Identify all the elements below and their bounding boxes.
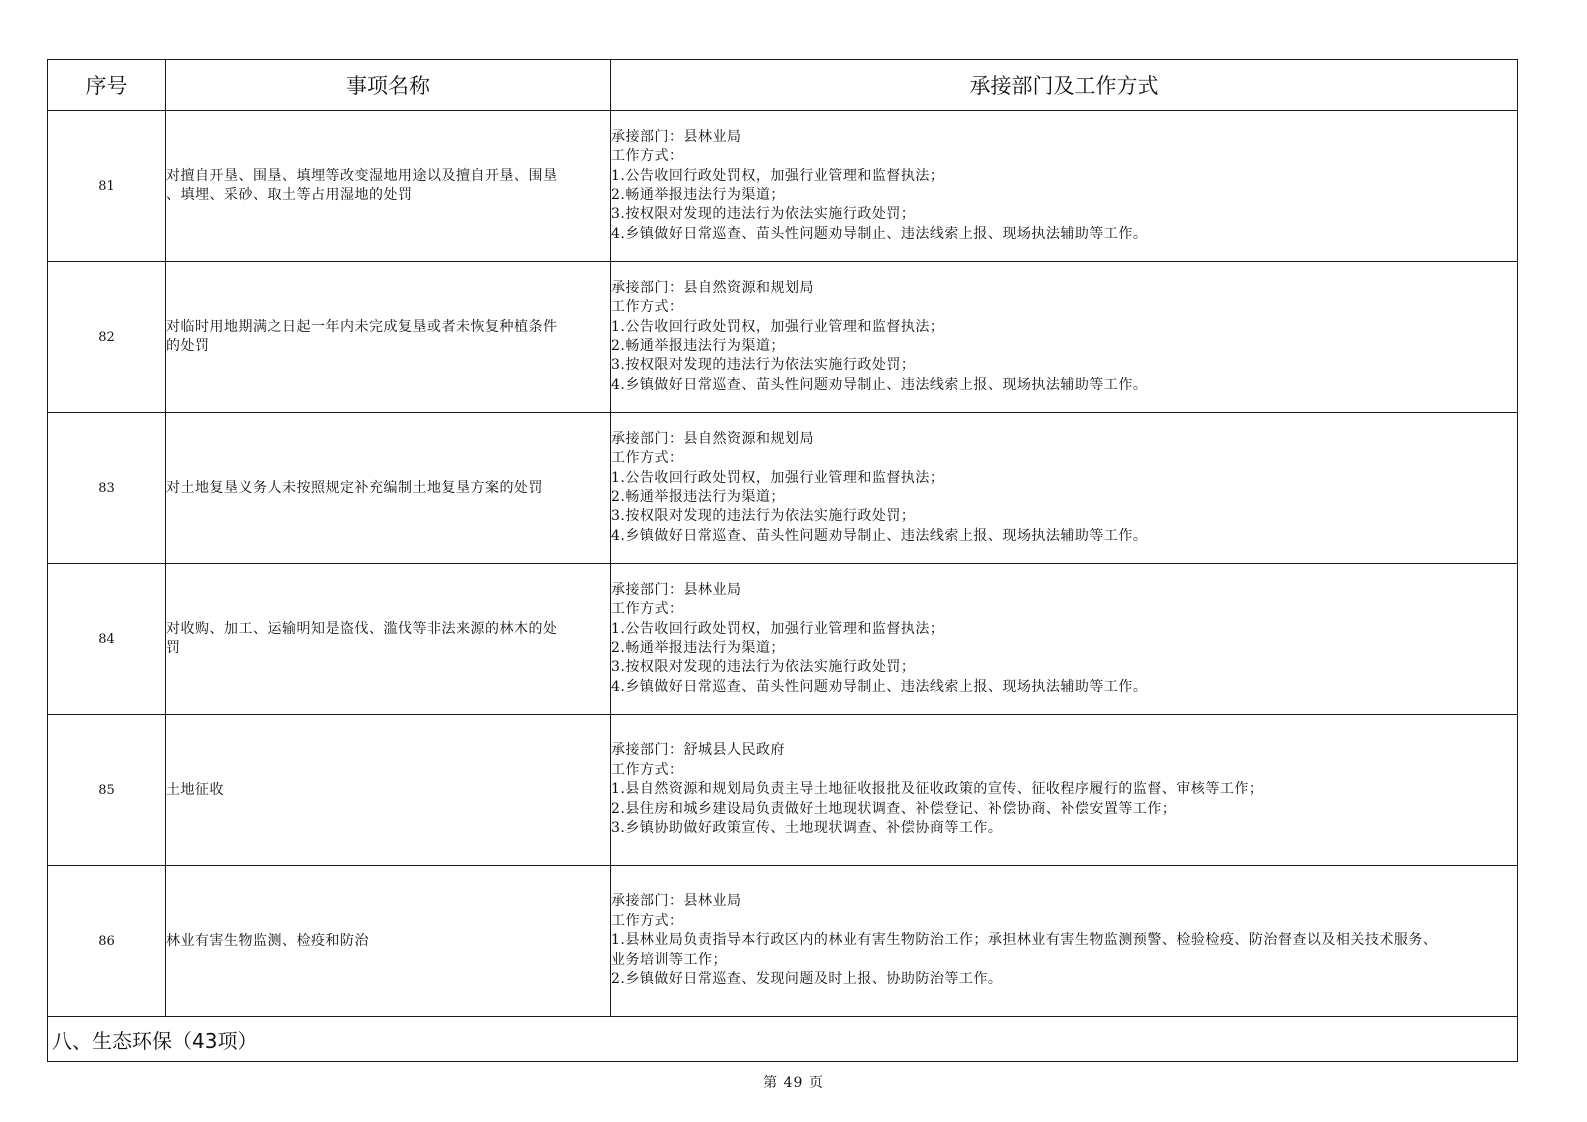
row-seq: 82 — [48, 262, 166, 413]
header-name: 事项名称 — [166, 60, 611, 111]
dept-mode-line: 3.按权限对发现的违法行为依法实施行政处罚； — [611, 206, 916, 223]
row-seq: 83 — [48, 413, 166, 564]
row-item-name — [166, 111, 611, 262]
item-name-line: 对收购、加工、运输明知是盗伐、滥伐等非法来源的林木的处 — [166, 621, 558, 637]
table-row — [48, 262, 1518, 413]
row-item-name — [166, 413, 611, 564]
dept-mode-line: 工作方式： — [611, 761, 684, 778]
dept-mode-line: 承接部门：县自然资源和规划局 — [611, 279, 814, 296]
row-dept-mode — [611, 111, 1518, 262]
dept-mode-line: 4.乡镇做好日常巡查、苗头性问题劝导制止、违法线索上报、现场执法辅助等工作。 — [611, 376, 1148, 393]
section-heading-row — [48, 1017, 1518, 1062]
row-seq: 81 — [48, 111, 166, 262]
item-name-line: 林业有害生物监测、检疫和防治 — [166, 932, 369, 949]
page-number: 第 49 页 — [763, 1075, 824, 1091]
table-body — [48, 111, 1518, 1062]
table-row — [48, 413, 1518, 564]
dept-mode-line: 4.乡镇做好日常巡查、苗头性问题劝导制止、违法线索上报、现场执法辅助等工作。 — [611, 225, 1148, 242]
dept-mode-line: 承接部门：县林业局 — [611, 893, 742, 910]
item-name-line: 对临时用地期满之日起一年内未完成复垦或者未恢复种植条件 — [166, 319, 558, 335]
row-seq: 84 — [48, 564, 166, 715]
dept-mode-line: 1.公告收回行政处罚权，加强行业管理和监督执法； — [611, 620, 945, 637]
dept-mode-line: 1.公告收回行政处罚权，加强行业管理和监督执法； — [611, 167, 945, 184]
row-dept-mode — [611, 715, 1518, 866]
dept-mode-line: 1.公告收回行政处罚权，加强行业管理和监督执法； — [611, 469, 945, 486]
table-header-row — [48, 60, 1518, 111]
table-row — [48, 866, 1518, 1017]
dept-mode-line: 工作方式： — [611, 601, 684, 618]
row-seq: 85 — [48, 715, 166, 866]
row-item-name — [166, 715, 611, 866]
row-item-name — [166, 866, 611, 1017]
dept-mode-line: 3.按权限对发现的违法行为依法实施行政处罚； — [611, 357, 916, 374]
dept-mode-line: 1.县林业局负责指导本行政区内的林业有害生物防治工作；承担林业有害生物监测预警、检验检疫、防治督查以及相关技术服务、 — [611, 932, 1438, 949]
row-item-name — [166, 262, 611, 413]
dept-mode-line: 3.按权限对发现的违法行为依法实施行政处罚； — [611, 659, 916, 676]
row-dept-mode — [611, 866, 1518, 1017]
dept-mode-line: 业务培训等工作； — [611, 951, 727, 968]
dept-mode-line: 4.乡镇做好日常巡查、苗头性问题劝导制止、违法线索上报、现场执法辅助等工作。 — [611, 678, 1148, 695]
dept-mode-line: 1.县自然资源和规划局负责主导土地征收报批及征收政策的宣传、征收程序履行的监督、审核等工作； — [611, 781, 1264, 798]
dept-mode-line: 2.畅通举报违法行为渠道； — [611, 640, 785, 656]
row-dept-mode — [611, 262, 1518, 413]
dept-mode-line: 工作方式： — [611, 148, 684, 165]
dept-mode-line: 4.乡镇做好日常巡查、苗头性问题劝导制止、违法线索上报、现场执法辅助等工作。 — [611, 527, 1148, 544]
dept-mode-line: 工作方式： — [611, 299, 684, 316]
item-name-line: 对擅自开垦、围垦、填埋等改变湿地用途以及擅自开垦、围垦 — [166, 168, 558, 184]
dept-mode-line: 2.畅通举报违法行为渠道； — [611, 187, 785, 203]
items-table — [47, 59, 1518, 1062]
header-seq: 序号 — [48, 60, 166, 111]
section-heading: 八、生态环保（43项） — [48, 1017, 1518, 1062]
dept-mode-line: 2.畅通举报违法行为渠道； — [611, 489, 785, 505]
dept-mode-line: 工作方式： — [611, 912, 684, 929]
dept-mode-line: 承接部门：县林业局 — [611, 128, 742, 145]
row-dept-mode — [611, 564, 1518, 715]
row-seq: 86 — [48, 866, 166, 1017]
dept-mode-line: 2.乡镇做好日常巡查、发现问题及时上报、协助防治等工作。 — [611, 971, 1003, 988]
dept-mode-line: 2.县住房和城乡建设局负责做好土地现状调查、补偿登记、补偿协商、补偿安置等工作； — [611, 800, 1177, 817]
item-name-line: 罚 — [166, 640, 181, 656]
table-row — [48, 111, 1518, 262]
item-name-line: 的处罚 — [166, 338, 210, 354]
dept-mode-line: 3.乡镇协助做好政策宣传、土地现状调查、补偿协商等工作。 — [611, 820, 1003, 837]
dept-mode-line: 承接部门：县林业局 — [611, 581, 742, 598]
row-item-name — [166, 564, 611, 715]
dept-mode-line: 2.畅通举报违法行为渠道； — [611, 338, 785, 354]
header-dept-mode: 承接部门及工作方式 — [611, 60, 1518, 111]
dept-mode-line: 工作方式： — [611, 450, 684, 467]
dept-mode-line: 承接部门：县自然资源和规划局 — [611, 430, 814, 447]
item-name-line: 土地征收 — [166, 781, 224, 798]
item-name-line: 对土地复垦义务人未按照规定补充编制土地复垦方案的处罚 — [166, 479, 543, 496]
document-sheet — [47, 59, 1517, 1062]
table-row — [48, 715, 1518, 866]
row-dept-mode — [611, 413, 1518, 564]
dept-mode-line: 3.按权限对发现的违法行为依法实施行政处罚； — [611, 508, 916, 525]
dept-mode-line: 1.公告收回行政处罚权，加强行业管理和监督执法； — [611, 318, 945, 335]
item-name-line: 、填埋、采砂、取土等占用湿地的处罚 — [166, 187, 413, 203]
table-row — [48, 564, 1518, 715]
dept-mode-line: 承接部门：舒城县人民政府 — [611, 742, 785, 759]
